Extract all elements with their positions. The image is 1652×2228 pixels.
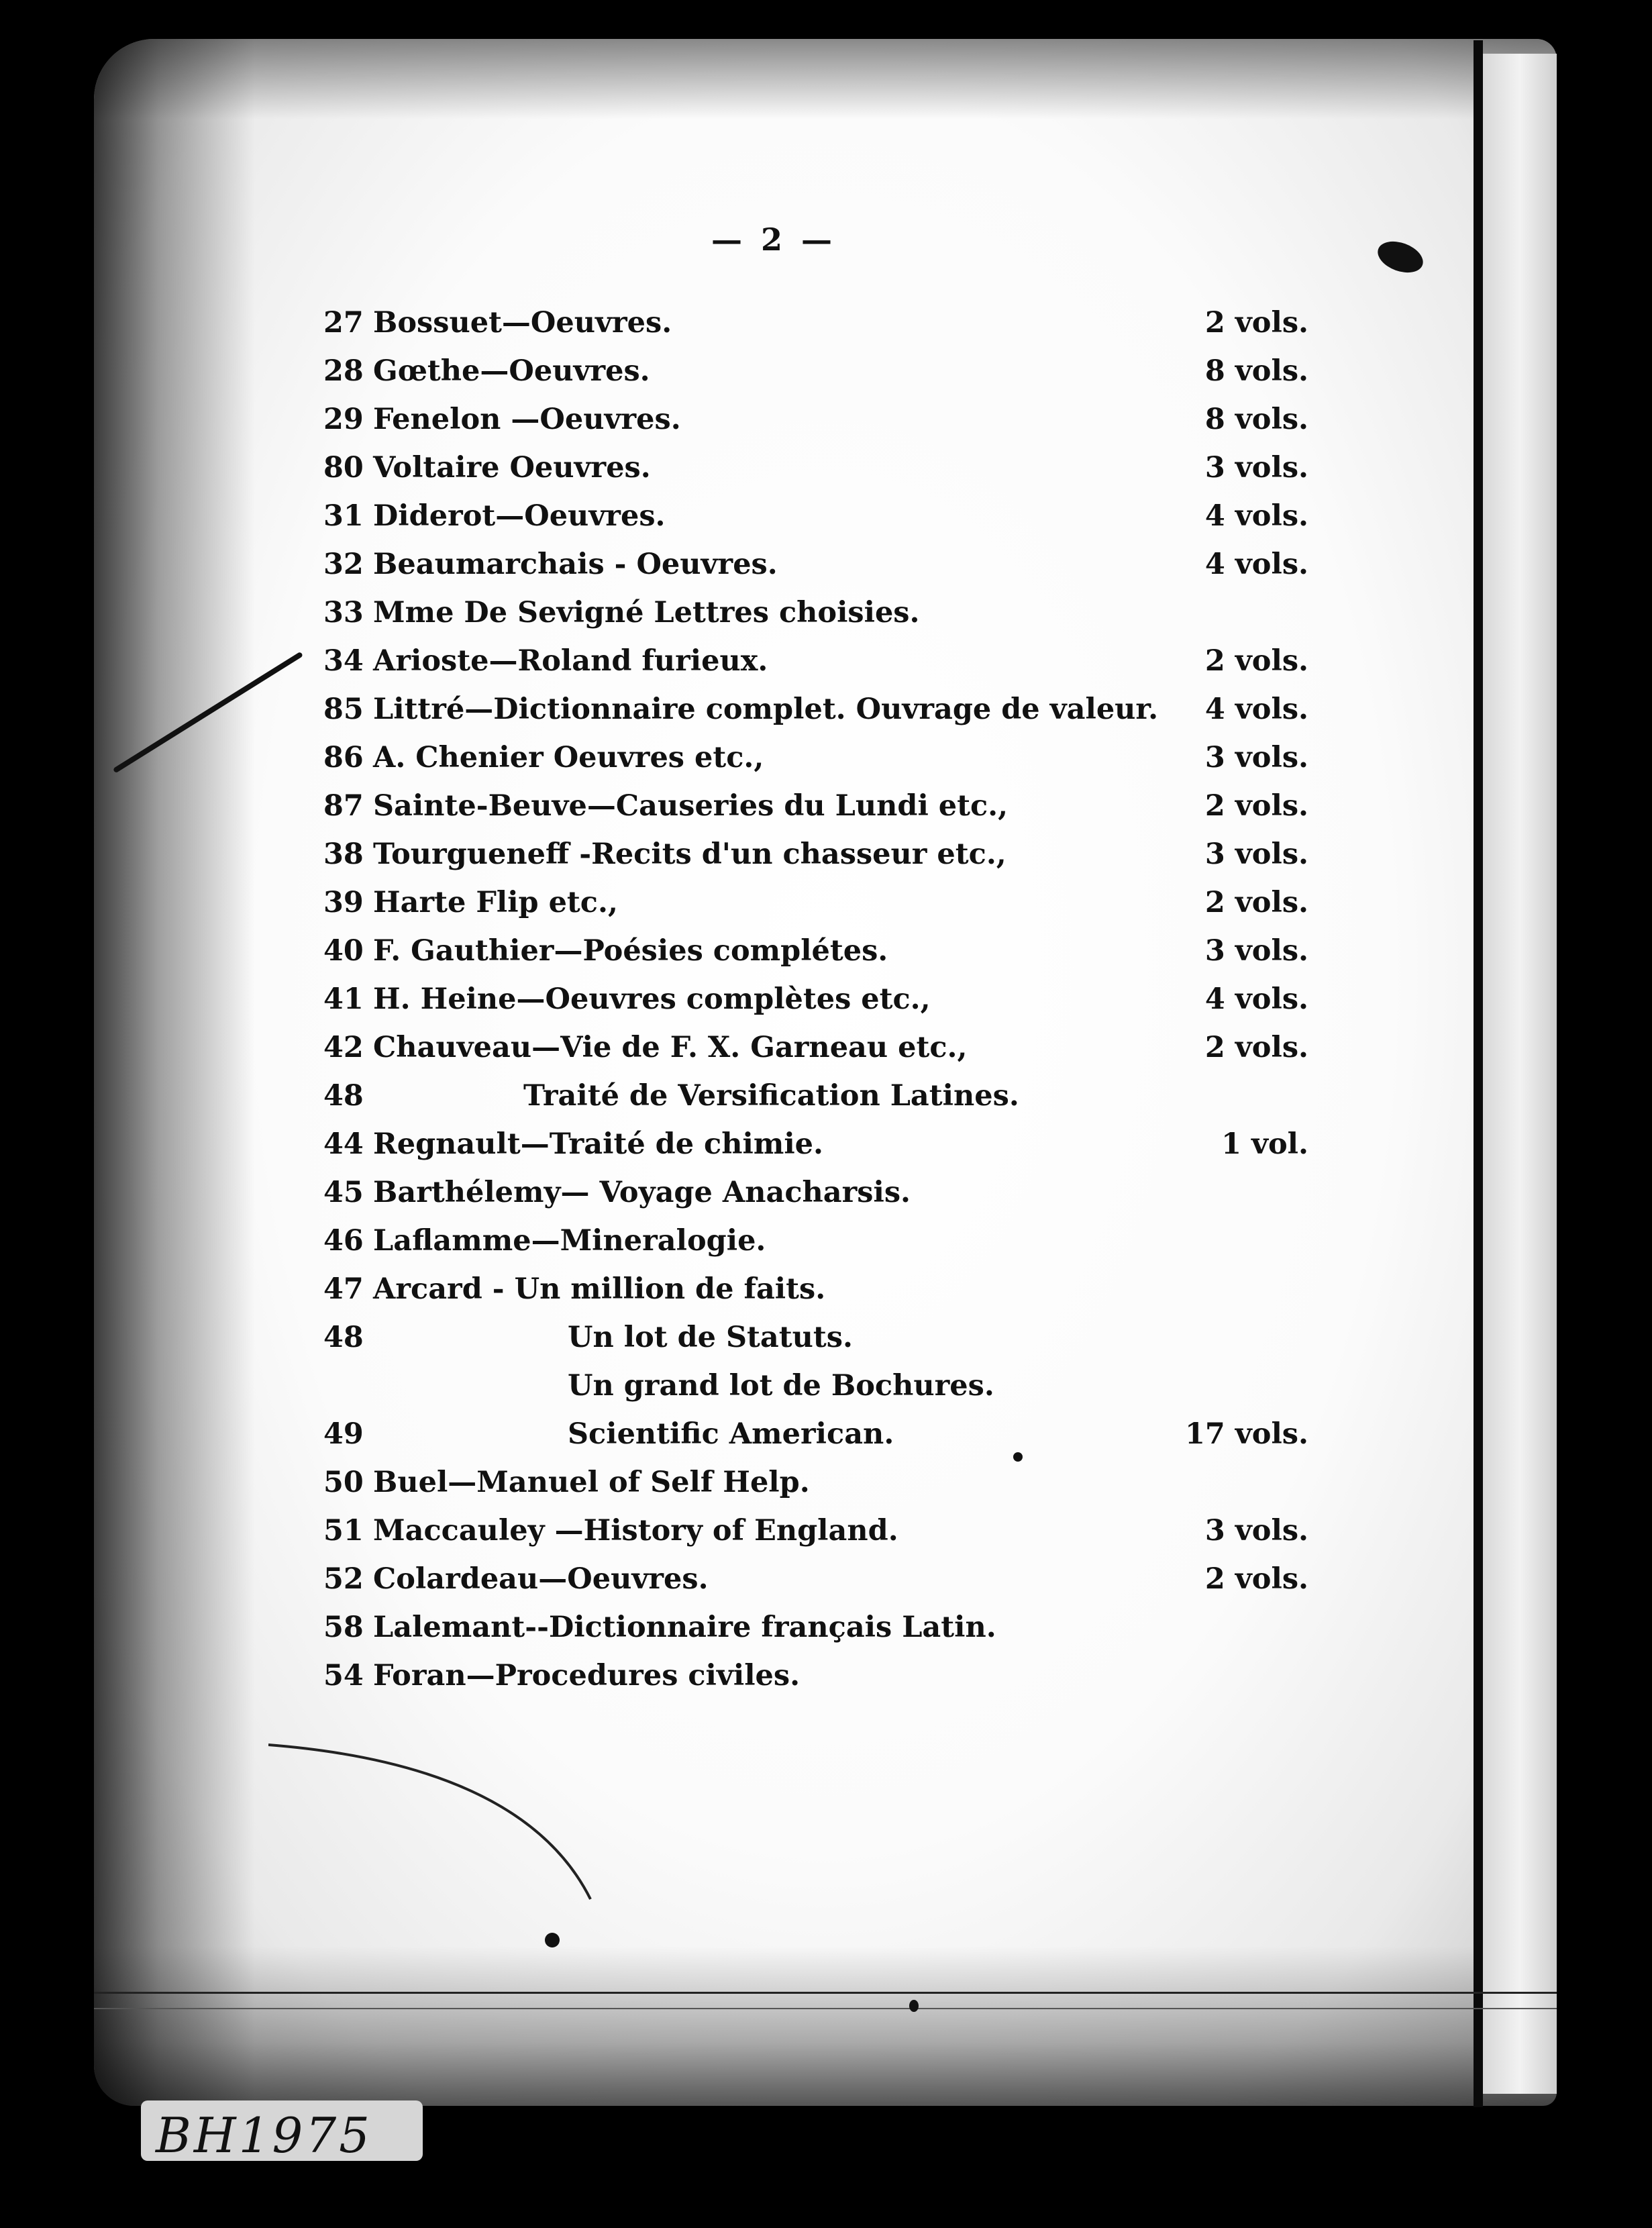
entry-title: Buel—Manuel of Self Help. xyxy=(373,1466,810,1499)
book-entry xyxy=(315,880,1308,925)
book-entry xyxy=(315,1654,1308,1698)
entry-volumes: 2 vols. xyxy=(1204,1031,1308,1064)
entry-title: Littré—Dictionnaire complet. Ouvrage de valeur. xyxy=(373,693,1159,726)
book-entry xyxy=(315,1025,1308,1070)
entry-title: Un grand lot de Bochures. xyxy=(568,1369,994,1403)
bottom-shadow xyxy=(94,1946,1557,2107)
ink-dot xyxy=(1013,1452,1023,1462)
ink-dot xyxy=(545,1933,560,1947)
entry-number: 39 xyxy=(323,886,364,919)
entry-number: 38 xyxy=(323,838,364,871)
entry-title: Beaumarchais - Oeuvres. xyxy=(373,548,778,581)
entry-title: Chauveau—Vie de F. X. Garneau etc., xyxy=(373,1031,968,1064)
entry-volumes: 2 vols. xyxy=(1204,886,1308,919)
book-entry xyxy=(315,784,1308,828)
entry-number: 29 xyxy=(323,403,364,436)
entry-title: Mme De Sevigné Lettres choisies. xyxy=(373,596,920,629)
entry-number: 32 xyxy=(323,548,364,581)
entry-number: 44 xyxy=(323,1127,364,1161)
entry-number: 40 xyxy=(323,934,364,968)
book-entry xyxy=(315,349,1308,393)
book-entry xyxy=(315,1315,1308,1360)
entry-number: 80 xyxy=(323,451,364,485)
adjacent-page-edge xyxy=(1483,54,1557,2094)
entry-title: Laflamme—Mineralogie. xyxy=(373,1224,766,1258)
entry-title: Lalemant--Dictionnaire français Latin. xyxy=(373,1611,996,1644)
entry-title: Gœthe—Oeuvres. xyxy=(373,354,650,388)
book-entry xyxy=(315,1605,1308,1650)
book-entry xyxy=(315,1267,1308,1311)
book-entry xyxy=(315,736,1308,780)
book-entry xyxy=(315,397,1308,442)
entry-title: Barthélemy— Voyage Anacharsis. xyxy=(373,1176,911,1209)
entry-number: 45 xyxy=(323,1176,364,1209)
entry-title: Scientific American. xyxy=(568,1417,894,1451)
entry-number: 48 xyxy=(323,1079,364,1113)
entry-volumes: 8 vols. xyxy=(1204,354,1308,388)
entry-title: Fenelon —Oeuvres. xyxy=(373,403,681,436)
book-entry xyxy=(315,591,1308,635)
entry-title: Tourgueneff -Recits d'un chasseur etc., xyxy=(373,838,1006,871)
entry-number: 48 xyxy=(323,1321,364,1354)
entry-number: 86 xyxy=(323,741,364,774)
entry-number: 51 xyxy=(323,1514,364,1548)
entry-volumes: 4 vols. xyxy=(1204,548,1308,581)
book-entry xyxy=(315,1219,1308,1263)
book-entry xyxy=(315,687,1308,731)
book-entry xyxy=(315,1412,1308,1456)
book-entry xyxy=(315,832,1308,876)
entry-number: 58 xyxy=(323,1611,364,1644)
entry-title: Maccauley —History of England. xyxy=(373,1514,898,1548)
entry-title: Bossuet—Oeuvres. xyxy=(373,306,672,340)
entry-volumes: 4 vols. xyxy=(1204,982,1308,1016)
book-entry xyxy=(315,542,1308,587)
entry-number: 46 xyxy=(323,1224,364,1258)
entry-volumes: 8 vols. xyxy=(1204,403,1308,436)
entry-volumes: 2 vols. xyxy=(1204,789,1308,823)
entry-number: 85 xyxy=(323,693,364,726)
entry-number: 49 xyxy=(323,1417,364,1451)
entry-title: A. Chenier Oeuvres etc., xyxy=(373,741,764,774)
entry-title: Un lot de Statuts. xyxy=(568,1321,853,1354)
entry-title: H. Heine—Oeuvres complètes etc., xyxy=(373,982,931,1016)
entry-volumes: 3 vols. xyxy=(1204,741,1308,774)
book-entry xyxy=(315,1557,1308,1601)
entry-number: 28 xyxy=(323,354,364,388)
entry-volumes: 3 vols. xyxy=(1204,934,1308,968)
entry-volumes: 3 vols. xyxy=(1204,838,1308,871)
gutter-fold-line xyxy=(1474,40,1483,2107)
entry-title: Foran—Procedures civiles. xyxy=(373,1659,801,1692)
book-entry xyxy=(315,1509,1308,1553)
entry-number: 33 xyxy=(323,596,364,629)
book-entry xyxy=(315,639,1308,683)
book-entry xyxy=(315,301,1308,345)
entry-number: 34 xyxy=(323,644,364,678)
entry-title: Regnault—Traité de chimie. xyxy=(373,1127,823,1161)
entry-number: 42 xyxy=(323,1031,364,1064)
book-entry xyxy=(315,494,1308,538)
entry-volumes: 4 vols. xyxy=(1204,499,1308,533)
entry-volumes: 17 vols. xyxy=(1185,1417,1308,1451)
entry-volumes: 2 vols. xyxy=(1204,306,1308,340)
top-shadow xyxy=(94,39,1557,119)
entry-number: 31 xyxy=(323,499,364,533)
entry-title: Arcard - Un million de faits. xyxy=(373,1272,826,1306)
ink-dot xyxy=(909,2000,919,2012)
entry-volumes: 2 vols. xyxy=(1204,1562,1308,1596)
entry-volumes: 3 vols. xyxy=(1204,451,1308,485)
entry-title: Voltaire Oeuvres. xyxy=(373,451,651,485)
book-entry xyxy=(315,929,1308,973)
entry-volumes: 4 vols. xyxy=(1204,693,1308,726)
bottom-rule-line xyxy=(94,1992,1557,1994)
entry-number: 52 xyxy=(323,1562,364,1596)
entry-title: Sainte-Beuve—Causeries du Lundi etc., xyxy=(373,789,1009,823)
pencil-curve xyxy=(268,1738,604,1913)
entry-volumes: 2 vols. xyxy=(1204,644,1308,678)
book-entry xyxy=(315,977,1308,1021)
entry-title: Diderot—Oeuvres. xyxy=(373,499,666,533)
entry-volumes: 3 vols. xyxy=(1204,1514,1308,1548)
entry-title: F. Gauthier—Poésies complétes. xyxy=(373,934,888,968)
entry-title: Harte Flip etc., xyxy=(373,886,618,919)
entry-volumes: 1 vol. xyxy=(1221,1127,1308,1161)
archive-mark: BH1975 xyxy=(156,2107,372,2164)
book-entry xyxy=(315,446,1308,490)
entry-number: 54 xyxy=(323,1659,364,1692)
book-entry xyxy=(315,1074,1308,1118)
book-entry xyxy=(315,1364,1308,1408)
entry-number: 50 xyxy=(323,1466,364,1499)
entry-number: 41 xyxy=(323,982,364,1016)
entry-title: Traité de Versification Latines. xyxy=(523,1079,1019,1113)
book-entry xyxy=(315,1460,1308,1505)
left-shadow xyxy=(94,39,255,2106)
bottom-rule-line-secondary xyxy=(94,2008,1557,2009)
entry-title: Colardeau—Oeuvres. xyxy=(373,1562,709,1596)
book-entry xyxy=(315,1170,1308,1215)
entry-number: 87 xyxy=(323,789,364,823)
entry-number: 27 xyxy=(323,306,364,340)
page-number: — 2 — xyxy=(711,221,837,258)
entry-title: Arioste—Roland furieux. xyxy=(373,644,768,678)
book-entry xyxy=(315,1122,1308,1166)
entry-number: 47 xyxy=(323,1272,364,1306)
